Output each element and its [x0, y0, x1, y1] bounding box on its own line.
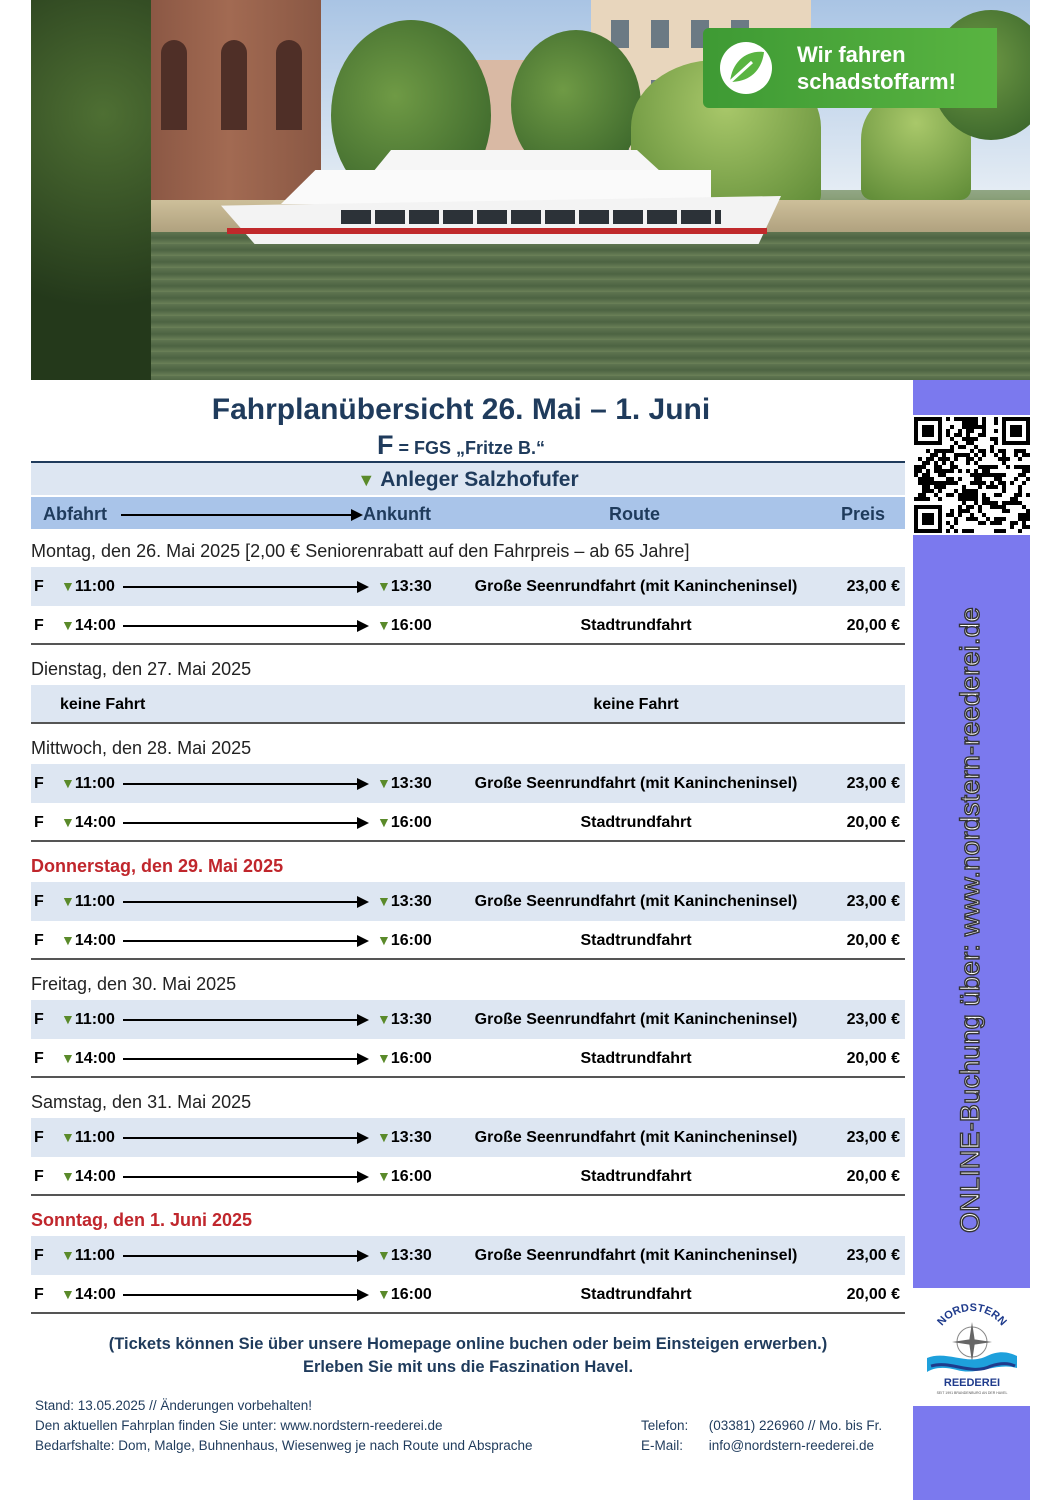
arrow-right-icon — [123, 1137, 367, 1139]
arrow-right-icon — [123, 1058, 367, 1060]
col-departure: Abfahrt — [43, 504, 107, 524]
triangle-down-icon: ▼ — [61, 775, 75, 791]
vessel-name: = FGS „Fritze B.“ — [398, 438, 546, 458]
triangle-down-icon: ▼ — [377, 893, 391, 909]
logo-small-text: SEIT 1991 BRANDENBURG AN DER HAVEL — [936, 1391, 1007, 1395]
arrow-right-icon — [123, 625, 367, 627]
vessel-code: F — [34, 1011, 44, 1028]
vessel-code: F — [34, 578, 44, 595]
day-label: Mittwoch, den 28. Mai 2025 — [31, 738, 252, 758]
trip-row[interactable] — [31, 882, 905, 921]
triangle-down-icon: ▼ — [377, 1247, 391, 1263]
trip-row[interactable] — [31, 803, 905, 842]
triangle-down-icon: ▼ — [61, 814, 75, 830]
triangle-down-icon: ▼ — [377, 1286, 391, 1302]
departure-time: 14:00 — [74, 1286, 116, 1303]
eco-badge — [703, 28, 997, 108]
triangle-down-icon: ▼ — [61, 578, 75, 594]
price: 20,00 € — [846, 1050, 900, 1067]
departure-time: 14:00 — [74, 617, 116, 634]
pier-name: Anleger Salzhofufer — [380, 468, 579, 491]
route-name: Große Seenrundfahrt (mit Kanincheninsel) — [474, 1247, 798, 1264]
arrival-time: 13:30 — [390, 578, 432, 595]
route-name: Stadtrundfahrt — [580, 1050, 692, 1067]
triangle-down-icon: ▼ — [61, 932, 75, 948]
vessel-code: F — [376, 430, 394, 460]
footer-request-stops: Bedarfshalte: Dom, Malge, Buhnenhaus, Wiesenweg je nach Route und Absprache — [35, 1438, 533, 1453]
triangle-down-icon: ▼ — [61, 1168, 75, 1184]
arrow-right-icon — [123, 901, 367, 903]
trip-row[interactable] — [31, 1000, 905, 1039]
triangle-down-icon: ▼ — [61, 1050, 75, 1066]
col-route: Route — [609, 504, 660, 524]
price: 23,00 € — [846, 578, 900, 595]
arrow-right-icon — [123, 940, 367, 942]
arrival-time: 16:00 — [390, 617, 432, 634]
departure-time: 14:00 — [74, 814, 116, 831]
vessel-code: F — [34, 1129, 44, 1146]
badge-line-2: schadstoffarm! — [797, 69, 956, 94]
pier-header — [31, 461, 905, 495]
vessel-code: F — [34, 617, 44, 634]
vessel-code: F — [34, 932, 44, 949]
route-name: Stadtrundfahrt — [580, 1286, 692, 1303]
tickets-note — [31, 1333, 905, 1379]
footer-left — [35, 1396, 533, 1456]
no-trip-row — [31, 685, 905, 724]
arrival-time: 16:00 — [390, 1286, 432, 1303]
departure-time: 11:00 — [74, 775, 115, 792]
triangle-down-icon: ▼ — [61, 1011, 75, 1027]
arrival-time: 16:00 — [390, 814, 432, 831]
departure-time: 11:00 — [74, 1129, 115, 1146]
departure-time: 11:00 — [74, 1011, 115, 1028]
price: 23,00 € — [846, 893, 900, 910]
arrow-right-icon — [123, 1019, 367, 1021]
trip-row[interactable] — [31, 567, 905, 606]
price: 20,00 € — [846, 814, 900, 831]
route-name: Große Seenrundfahrt (mit Kanincheninsel) — [474, 893, 798, 910]
route-name: Stadtrundfahrt — [580, 932, 692, 949]
day-label: Dienstag, den 27. Mai 2025 — [31, 659, 252, 679]
badge-line-1: Wir fahren — [797, 42, 906, 67]
triangle-down-icon: ▼ — [357, 470, 376, 490]
departure-time: 11:00 — [74, 578, 115, 595]
column-header — [31, 497, 905, 529]
trip-row[interactable] — [31, 921, 905, 960]
triangle-down-icon: ▼ — [377, 1050, 391, 1066]
footer-current-schedule[interactable]: Den aktuellen Fahrplan finden Sie unter: www.nordstern-reederei.de — [35, 1418, 443, 1433]
triangle-down-icon: ▼ — [61, 1129, 75, 1145]
trip-row[interactable] — [31, 1039, 905, 1078]
trip-row[interactable] — [31, 1275, 905, 1314]
arrival-time: 13:30 — [390, 1129, 432, 1146]
page-title: Fahrplanübersicht 26. Mai – 1. Juni — [211, 393, 711, 426]
triangle-down-icon: ▼ — [377, 1129, 391, 1145]
arrow-right-icon — [123, 822, 367, 824]
vessel-code: F — [34, 1050, 44, 1067]
triangle-down-icon: ▼ — [377, 814, 391, 830]
qr-code[interactable] — [913, 415, 1030, 535]
footer-stand: Stand: 13.05.2025 // Änderungen vorbehalten! — [35, 1398, 312, 1413]
triangle-down-icon: ▼ — [61, 893, 75, 909]
vessel-code: F — [34, 1247, 44, 1264]
departure-time: 11:00 — [74, 1247, 115, 1264]
arrival-time: 13:30 — [390, 775, 432, 792]
route-name: Große Seenrundfahrt (mit Kanincheninsel) — [474, 1129, 798, 1146]
triangle-down-icon: ▼ — [377, 932, 391, 948]
triangle-down-icon: ▼ — [61, 1286, 75, 1302]
trip-row[interactable] — [31, 1236, 905, 1275]
departure-time: 11:00 — [74, 893, 115, 910]
route-name: Stadtrundfahrt — [580, 814, 692, 831]
arrival-time: 13:30 — [390, 1247, 432, 1264]
arrow-right-icon — [121, 514, 361, 516]
route-name: Große Seenrundfahrt (mit Kanincheninsel) — [474, 775, 798, 792]
vessel-code: F — [34, 775, 44, 792]
logo-top-text: NORDSTERN — [934, 1301, 1009, 1329]
price: 20,00 € — [846, 1168, 900, 1185]
price: 20,00 € — [846, 1286, 900, 1303]
footer-contact — [641, 1416, 882, 1456]
price: 23,00 € — [846, 1129, 900, 1146]
triangle-down-icon: ▼ — [377, 617, 391, 633]
trip-row[interactable] — [31, 606, 905, 645]
photo-boat-top — [361, 150, 661, 172]
arrival-time: 16:00 — [390, 1050, 432, 1067]
arrow-right-icon — [123, 1294, 367, 1296]
trip-row[interactable] — [31, 1118, 905, 1157]
logo-bottom-text: REEDEREI — [943, 1377, 1000, 1389]
col-arrival: Ankunft — [363, 504, 431, 524]
vessel-code: F — [34, 814, 44, 831]
route-name: Große Seenrundfahrt (mit Kanincheninsel) — [474, 578, 798, 595]
day-label: Freitag, den 30. Mai 2025 — [31, 974, 237, 994]
price: 23,00 € — [846, 1011, 900, 1028]
arrival-time: 13:30 — [390, 1011, 432, 1028]
price: 20,00 € — [846, 617, 900, 634]
tickets-line-1: (Tickets können Sie über unsere Homepage online buchen oder beim Einsteigen erwerben.) — [108, 1335, 828, 1353]
route-name: Große Seenrundfahrt (mit Kanincheninsel) — [474, 1011, 798, 1028]
triangle-down-icon: ▼ — [377, 1168, 391, 1184]
photo-foreground-tree — [31, 0, 151, 380]
day-label: Montag, den 26. Mai 2025 [2,00 € Seniorenrabatt auf den Fahrpreis – ab 65 Jahre] — [31, 541, 690, 561]
email-address[interactable]: info@nordstern-reederei.de — [708, 1438, 875, 1453]
arrow-right-icon — [123, 1176, 367, 1178]
vessel-code: F — [34, 1168, 44, 1185]
col-price: Preis — [841, 504, 886, 524]
triangle-down-icon: ▼ — [377, 775, 391, 791]
online-booking-text[interactable]: ONLINE-Buchung über: www.nordstern-reederei.de — [955, 607, 985, 1234]
day-label: Donnerstag, den 29. Mai 2025 — [31, 856, 284, 876]
price: 23,00 € — [846, 775, 900, 792]
departure-time: 14:00 — [74, 1168, 116, 1185]
arrow-right-icon — [123, 783, 367, 785]
day-label: Samstag, den 31. Mai 2025 — [31, 1092, 252, 1112]
vessel-code: F — [34, 1286, 44, 1303]
no-trip-left: keine Fahrt — [60, 696, 146, 713]
photo-water — [31, 232, 1030, 380]
price: 23,00 € — [846, 1247, 900, 1264]
no-trip-center: keine Fahrt — [593, 696, 679, 713]
qr-code-icon — [914, 417, 1030, 533]
phone-label: Telefon: — [641, 1418, 689, 1433]
arrow-right-icon — [123, 1255, 367, 1257]
tickets-line-2: Erleben Sie mit uns die Faszination Havel. — [302, 1358, 634, 1376]
email-label: E-Mail: — [641, 1438, 684, 1453]
triangle-down-icon: ▼ — [61, 1247, 75, 1263]
arrival-time: 16:00 — [390, 1168, 432, 1185]
departure-time: 14:00 — [74, 1050, 116, 1067]
vessel-legend — [31, 430, 891, 461]
leaf-icon — [703, 28, 789, 108]
day-label: Sonntag, den 1. Juni 2025 — [31, 1210, 253, 1230]
arrow-right-icon — [123, 586, 367, 588]
triangle-down-icon: ▼ — [61, 617, 75, 633]
arrival-time: 16:00 — [390, 932, 432, 949]
photo-boat-windows — [341, 210, 721, 224]
trip-row[interactable] — [31, 1157, 905, 1196]
route-name: Stadtrundfahrt — [580, 1168, 692, 1185]
company-logo — [913, 1288, 1030, 1406]
trip-row[interactable] — [31, 764, 905, 803]
phone-number[interactable]: (03381) 226960 // Mo. bis Fr. — [708, 1418, 883, 1433]
triangle-down-icon: ▼ — [377, 578, 391, 594]
route-name: Stadtrundfahrt — [580, 617, 692, 634]
price: 20,00 € — [846, 932, 900, 949]
triangle-down-icon: ▼ — [377, 1011, 391, 1027]
arrival-time: 13:30 — [390, 893, 432, 910]
departure-time: 14:00 — [74, 932, 116, 949]
photo-boat-stripe — [227, 228, 767, 234]
vessel-code: F — [34, 893, 44, 910]
